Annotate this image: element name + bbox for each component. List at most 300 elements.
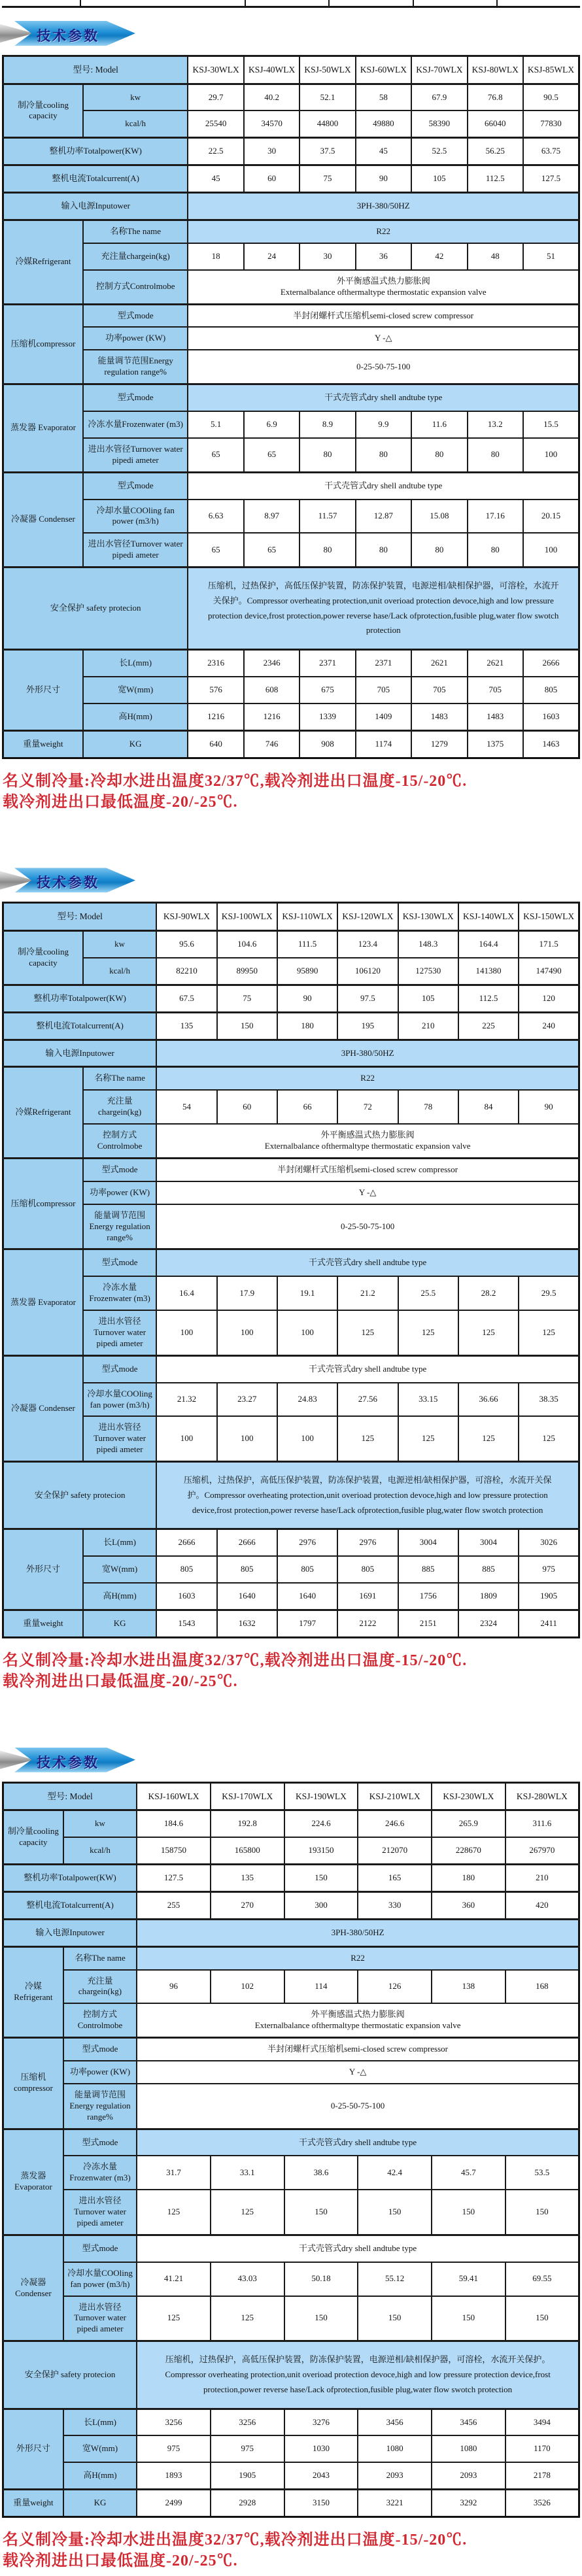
row-label-total-current: 整机电流Totalcurrent(A) [3, 165, 188, 193]
row-label-refrigerant: 冷媒Refrigerant [3, 220, 83, 305]
row-label-length: 长L(mm) [83, 1529, 156, 1556]
height-value: 1640 [217, 1583, 277, 1610]
row-label-control-mode: 控制方式Controlmobe [63, 2003, 137, 2037]
length-value: 3494 [505, 2409, 579, 2435]
evap-pipe-value: 125 [398, 1310, 458, 1355]
height-value: 1640 [277, 1583, 337, 1610]
height-value: 2093 [432, 2462, 505, 2489]
compressor-power-value: Y -△ [137, 2061, 579, 2084]
cooling-water-value: 21.32 [156, 1383, 216, 1417]
kw-value: 58 [356, 84, 411, 110]
width-value: 885 [398, 1556, 458, 1583]
kcal-value: 49880 [356, 110, 411, 137]
kcal-value: 77830 [523, 110, 579, 137]
compressor-type-value: 半封闭螺杆式压缩机semi-closed screw compressor [188, 304, 579, 327]
total-power-value: 97.5 [337, 985, 398, 1012]
row-label-charge: 充注量chargein(kg) [83, 1090, 156, 1124]
grid-line [496, 0, 498, 6]
total-power-value: 45 [356, 138, 411, 165]
length-value: 2666 [156, 1529, 216, 1556]
previous-table-cutoff-strip [2, 0, 580, 8]
total-current-value: 240 [519, 1012, 579, 1040]
height-value: 2178 [505, 2462, 579, 2489]
section-banner [0, 868, 150, 892]
total-power-value: 127.5 [137, 1865, 211, 1892]
row-label-length: 长L(mm) [83, 650, 188, 677]
model-name: KSJ-160WLX [137, 1782, 211, 1810]
width-value: 805 [156, 1556, 216, 1583]
height-value: 1483 [468, 703, 523, 730]
row-label-height: 高H(mm) [83, 1583, 156, 1610]
row-label-evaporator: 蒸发器 Evaporator [3, 384, 83, 473]
grid-line [80, 0, 81, 6]
frozen-water-value: 25.5 [398, 1276, 458, 1310]
width-value: 705 [411, 677, 467, 703]
row-label-refrigerant-name: 名称The name [83, 220, 188, 243]
total-current-value: 105 [411, 165, 467, 193]
row-label-evaporator: 蒸发器 Evaporator [3, 2129, 63, 2235]
row-label-compressor: 压缩机compressor [3, 304, 83, 384]
height-value: 1905 [519, 1583, 579, 1610]
evap-pipe-value: 150 [358, 2190, 432, 2235]
cond-pipe-value: 150 [358, 2296, 432, 2341]
grid-line [245, 0, 246, 6]
cond-pipe-value: 100 [156, 1416, 216, 1461]
model-name: KSJ-280WLX [505, 1782, 579, 1810]
charge-value: 168 [505, 1970, 579, 2004]
total-power-value: 165 [358, 1865, 432, 1892]
note-line-1: 名义制冷量:冷却水进出温度32/37℃,载冷剂进出口温度-15/-20℃. [3, 772, 468, 790]
cond-pipe-value: 125 [398, 1416, 458, 1461]
kcal-value: 165800 [211, 1837, 284, 1864]
row-label-evaporator: 蒸发器 Evaporator [3, 1249, 83, 1355]
refrigerant-name-value: R22 [137, 1946, 579, 1969]
spec-table-1 [2, 55, 580, 759]
frozen-water-value: 53.5 [505, 2156, 579, 2190]
row-label-evaporator-type: 型式mode [63, 2129, 137, 2156]
width-value: 885 [458, 1556, 519, 1583]
condenser-type-value: 干式壳管式dry shell andtube type [137, 2235, 579, 2262]
row-label-kcal: kcal/h [63, 1837, 137, 1864]
cond-pipe-value: 125 [211, 2296, 284, 2341]
kcal-value: 147490 [519, 958, 579, 985]
row-label-frozen-water: 冷冻水量Frozenwater (m3) [83, 1276, 156, 1310]
row-label-length: 长L(mm) [63, 2409, 137, 2435]
kw-value: 184.6 [137, 1810, 211, 1837]
rating-note [3, 1650, 582, 1693]
cooling-water-value: 59.41 [432, 2262, 505, 2296]
length-value: 2621 [468, 650, 523, 677]
row-label-dimensions: 外形尺寸 [3, 2409, 63, 2490]
cooling-water-value: 8.97 [244, 500, 300, 534]
evap-pipe-value: 80 [468, 438, 523, 472]
row-label-safety: 安全保护 safety protecion [3, 568, 188, 650]
charge-value: 90 [519, 1090, 579, 1124]
cond-pipe-value: 80 [411, 533, 467, 567]
width-value: 805 [217, 1556, 277, 1583]
charge-value: 102 [211, 1970, 284, 2004]
row-label-weight: 重量weight [3, 2490, 63, 2517]
row-label-energy-range: 能量调节范围Energy regulation range% [83, 1204, 156, 1249]
height-value: 1216 [244, 703, 300, 730]
model-name: KSJ-140WLX [458, 903, 519, 931]
kw-value: 192.8 [211, 1810, 284, 1837]
weight-value: 3221 [358, 2490, 432, 2517]
row-label-evap-pipe: 进出水管径Turnover water pipedi ameter [63, 2190, 137, 2235]
kcal-value: 267970 [505, 1837, 579, 1864]
charge-value: 138 [432, 1970, 505, 2004]
cooling-water-value: 11.57 [300, 500, 355, 534]
model-name: KSJ-80WLX [468, 56, 523, 84]
condenser-type-value: 干式壳管式dry shell andtube type [156, 1355, 579, 1382]
height-value: 1339 [300, 703, 355, 730]
banner-title: 技术参数 [37, 1755, 99, 1771]
row-label-refrigerant: 冷媒Refrigerant [3, 1067, 83, 1158]
spec-section-2 [0, 868, 582, 1692]
height-value: 2043 [284, 2462, 358, 2489]
model-name: KSJ-190WLX [284, 1782, 358, 1810]
kw-value: 311.6 [505, 1810, 579, 1837]
row-label-compressor-type: 型式mode [83, 1158, 156, 1181]
input-power-value: 3PH-380/50HZ [137, 1919, 579, 1946]
cooling-water-value: 43.03 [211, 2262, 284, 2296]
total-power-value: 52.5 [411, 138, 467, 165]
charge-value: 72 [337, 1090, 398, 1124]
cond-pipe-value: 65 [244, 533, 300, 567]
charge-value: 24 [244, 243, 300, 270]
row-label-total-power: 整机功率Totalpower(KW) [3, 1865, 137, 1892]
cond-pipe-value: 125 [137, 2296, 211, 2341]
kw-value: 111.5 [277, 931, 337, 958]
model-name: KSJ-230WLX [432, 1782, 505, 1810]
frozen-water-value: 6.9 [244, 411, 300, 438]
width-value: 805 [523, 677, 579, 703]
refrigerant-name-value: R22 [156, 1067, 579, 1090]
total-power-value: 22.5 [188, 138, 243, 165]
frozen-water-value: 33.1 [211, 2156, 284, 2190]
kcal-value: 34570 [244, 110, 300, 137]
weight-value: 1174 [356, 730, 411, 758]
row-label-width: 宽W(mm) [63, 2435, 137, 2462]
row-label-total-current: 整机电流Totalcurrent(A) [3, 1012, 157, 1040]
frozen-water-value: 21.2 [337, 1276, 398, 1310]
frozen-water-value: 31.7 [137, 2156, 211, 2190]
length-value: 3256 [137, 2409, 211, 2435]
kcal-value: 212070 [358, 1837, 432, 1864]
charge-value: 54 [156, 1090, 216, 1124]
frozen-water-value: 17.9 [217, 1276, 277, 1310]
height-value: 1905 [211, 2462, 284, 2489]
weight-value: 3526 [505, 2490, 579, 2517]
row-label-kcal: kcal/h [83, 958, 156, 985]
row-label-cooling-water: 冷却水量COOling fan power (m3/h) [63, 2262, 137, 2296]
compressor-type-value: 半封闭螺杆式压缩机semi-closed screw compressor [137, 2038, 579, 2061]
width-value: 805 [337, 1556, 398, 1583]
row-label-safety: 安全保护 safety protecion [3, 2341, 137, 2409]
evap-pipe-value: 80 [300, 438, 355, 472]
length-value: 3026 [519, 1529, 579, 1556]
row-label-cond-pipe: 进出水管径Turnover water pipedi ameter [83, 1416, 156, 1461]
safety-protection-value: 压缩机，过热保护，高低压保护装置，防冻保护装置，电源逆相/缺相保护器，可溶栓，水流开关保护。Compressor overheating protection,unit overioad protection devoce,high and low pressure protection device,frost protection,power reverse hase/Lack ofprotection,fusible plug,water flow swotch protection [188, 568, 579, 650]
width-value: 1030 [284, 2435, 358, 2462]
total-current-value: 112.5 [468, 165, 523, 193]
grid-line [413, 0, 414, 6]
row-label-width: 宽W(mm) [83, 1556, 156, 1583]
weight-value: 1543 [156, 1610, 216, 1638]
weight-value: 1279 [411, 730, 467, 758]
row-label-refrigerant-name: 名称The name [63, 1946, 137, 1969]
row-label-compressor-power: 功率power (KW) [83, 1181, 156, 1204]
spec-table-2 [2, 902, 580, 1638]
cooling-water-value: 38.35 [519, 1383, 579, 1417]
total-current-value: 255 [137, 1891, 211, 1919]
frozen-water-value: 29.5 [519, 1276, 579, 1310]
cooling-water-value: 24.83 [277, 1383, 337, 1417]
frozen-water-value: 5.1 [188, 411, 243, 438]
weight-value: 2928 [211, 2490, 284, 2517]
kw-value: 95.6 [156, 931, 216, 958]
row-label-evaporator-type: 型式mode [83, 1249, 156, 1276]
total-power-value: 37.5 [300, 138, 355, 165]
weight-value: 1375 [468, 730, 523, 758]
evap-pipe-value: 80 [411, 438, 467, 472]
compressor-power-value: Y -△ [156, 1181, 579, 1204]
total-current-value: 270 [211, 1891, 284, 1919]
control-mode-value: 外平衡感温式热力膨胀阀 Externalbalance ofthermaltype thermostatic expansion valve [188, 270, 579, 304]
length-value: 3276 [284, 2409, 358, 2435]
frozen-water-value: 19.1 [277, 1276, 337, 1310]
charge-value: 48 [468, 243, 523, 270]
kw-value: 224.6 [284, 1810, 358, 1837]
model-name: KSJ-110WLX [277, 903, 337, 931]
kcal-value: 106120 [337, 958, 398, 985]
row-label-cooling-water: 冷却水量COOling fan power (m3/h) [83, 1383, 156, 1417]
cond-pipe-value: 100 [217, 1416, 277, 1461]
kw-value: 29.7 [188, 84, 243, 110]
total-current-value: 60 [244, 165, 300, 193]
width-value: 975 [211, 2435, 284, 2462]
frozen-water-value: 38.6 [284, 2156, 358, 2190]
total-current-value: 135 [156, 1012, 216, 1040]
row-label-input-power: 输入电源Inputower [3, 1919, 137, 1946]
cond-pipe-value: 80 [356, 533, 411, 567]
row-label-total-current: 整机电流Totalcurrent(A) [3, 1891, 137, 1919]
row-label-compressor-power: 功率power (KW) [63, 2061, 137, 2084]
kw-value: 164.4 [458, 931, 519, 958]
kw-value: 148.3 [398, 931, 458, 958]
cond-pipe-value: 100 [523, 533, 579, 567]
charge-value: 84 [458, 1090, 519, 1124]
model-name: KSJ-50WLX [300, 56, 355, 84]
row-label-compressor: 压缩机compressor [3, 2038, 63, 2129]
row-label-evap-pipe: 进出水管径Turnover water pipedi ameter [83, 438, 188, 472]
total-power-value: 112.5 [458, 985, 519, 1012]
row-label-charge: 充注量chargein(kg) [63, 1970, 137, 2004]
evap-pipe-value: 125 [211, 2190, 284, 2235]
evap-pipe-value: 100 [217, 1310, 277, 1355]
row-label-evaporator-type: 型式mode [83, 384, 188, 411]
width-value: 1080 [432, 2435, 505, 2462]
evap-pipe-value: 150 [284, 2190, 358, 2235]
weight-value: 3150 [284, 2490, 358, 2517]
cond-pipe-value: 100 [277, 1416, 337, 1461]
total-current-value: 75 [300, 165, 355, 193]
cond-pipe-value: 125 [458, 1416, 519, 1461]
note-line-1: 名义制冷量:冷却水进出温度32/37℃,载冷剂进出口温度-15/-20℃. [3, 2532, 468, 2549]
row-label-condenser-type: 型式mode [63, 2235, 137, 2262]
height-value: 1483 [411, 703, 467, 730]
height-value: 1809 [458, 1583, 519, 1610]
row-label-charge: 充注量chargein(kg) [83, 243, 188, 270]
model-name: KSJ-30WLX [188, 56, 243, 84]
width-value: 608 [244, 677, 300, 703]
kcal-value: 95890 [277, 958, 337, 985]
model-name: KSJ-170WLX [211, 1782, 284, 1810]
cooling-water-value: 41.21 [137, 2262, 211, 2296]
frozen-water-value: 28.2 [458, 1276, 519, 1310]
height-value: 1756 [398, 1583, 458, 1610]
height-value: 1603 [156, 1583, 216, 1610]
refrigerant-name-value: R22 [188, 220, 579, 243]
energy-range-value: 0-25-50-75-100 [137, 2084, 579, 2129]
kcal-value: 141380 [458, 958, 519, 985]
evap-pipe-value: 150 [432, 2190, 505, 2235]
width-value: 1170 [505, 2435, 579, 2462]
height-value: 1893 [137, 2462, 211, 2489]
kcal-value: 228670 [432, 1837, 505, 1864]
row-label-kw: kw [63, 1810, 137, 1837]
weight-value: 1463 [523, 730, 579, 758]
kcal-value: 158750 [137, 1837, 211, 1864]
frozen-water-value: 16.4 [156, 1276, 216, 1310]
cooling-water-value: 15.08 [411, 500, 467, 534]
model-name: KSJ-70WLX [411, 56, 467, 84]
height-value: 1691 [337, 1583, 398, 1610]
width-value: 576 [188, 677, 243, 703]
frozen-water-value: 45.7 [432, 2156, 505, 2190]
control-mode-value: 外平衡感温式热力膨胀阀 Externalbalance ofthermaltype thermostatic expansion valve [156, 1124, 579, 1158]
height-value: 1409 [356, 703, 411, 730]
cond-pipe-value: 150 [505, 2296, 579, 2341]
row-label-frozen-water: 冷冻水量Frozenwater (m3) [83, 411, 188, 438]
energy-range-value: 0-25-50-75-100 [156, 1204, 579, 1249]
total-power-value: 56.25 [468, 138, 523, 165]
total-current-value: 300 [284, 1891, 358, 1919]
row-label-dimensions: 外形尺寸 [3, 650, 83, 731]
height-value: 2093 [358, 2462, 432, 2489]
row-label-kw: kw [83, 931, 156, 958]
model-name: KSJ-90WLX [156, 903, 216, 931]
width-value: 805 [277, 1556, 337, 1583]
kw-value: 90.5 [523, 84, 579, 110]
evaporator-type-value: 干式壳管式dry shell andtube type [137, 2129, 579, 2156]
row-label-cond-pipe: 进出水管径Turnover water pipedi ameter [83, 533, 188, 567]
evap-pipe-value: 125 [519, 1310, 579, 1355]
row-label-input-power: 输入电源Inputower [3, 193, 188, 220]
total-power-value: 67.5 [156, 985, 216, 1012]
input-power-value: 3PH-380/50HZ [188, 193, 579, 220]
kcal-value: 25540 [188, 110, 243, 137]
cond-pipe-value: 150 [432, 2296, 505, 2341]
charge-value: 30 [300, 243, 355, 270]
row-label-input-power: 输入电源Inputower [3, 1040, 157, 1067]
length-value: 2371 [356, 650, 411, 677]
total-power-value: 180 [432, 1865, 505, 1892]
length-value: 2371 [300, 650, 355, 677]
row-label-cond-pipe: 进出水管径Turnover water pipedi ameter [63, 2296, 137, 2341]
frozen-water-value: 8.9 [300, 411, 355, 438]
evap-pipe-value: 100 [523, 438, 579, 472]
charge-value: 114 [284, 1970, 358, 2004]
kcal-value: 66040 [468, 110, 523, 137]
kw-value: 67.9 [411, 84, 467, 110]
row-label-kcal: kcal/h [83, 110, 188, 137]
total-current-value: 180 [277, 1012, 337, 1040]
input-power-value: 3PH-380/50HZ [156, 1040, 579, 1067]
row-label-cooling-capacity: 制冷量cooling capacity [3, 84, 83, 138]
model-name: KSJ-210WLX [358, 1782, 432, 1810]
length-value: 3456 [358, 2409, 432, 2435]
length-value: 2346 [244, 650, 300, 677]
cooling-water-value: 27.56 [337, 1383, 398, 1417]
cooling-water-value: 69.55 [505, 2262, 579, 2296]
row-label-condenser: 冷凝器 Condenser [3, 1355, 83, 1461]
row-label-condenser: 冷凝器 Condenser [3, 472, 83, 567]
row-label-condenser-type: 型式mode [83, 1355, 156, 1382]
height-value: 1216 [188, 703, 243, 730]
evap-pipe-value: 65 [244, 438, 300, 472]
cooling-water-value: 33.15 [398, 1383, 458, 1417]
length-value: 3004 [458, 1529, 519, 1556]
width-value: 1080 [358, 2435, 432, 2462]
spec-table-3 [2, 1782, 580, 2518]
total-current-value: 420 [505, 1891, 579, 1919]
row-label-cooling-capacity: 制冷量cooling capacity [3, 1810, 63, 1865]
kw-value: 40.2 [244, 84, 300, 110]
total-power-value: 63.75 [523, 138, 579, 165]
compressor-type-value: 半封闭螺杆式压缩机semi-closed screw compressor [156, 1158, 579, 1181]
weight-value: 2122 [337, 1610, 398, 1638]
note-line-2: 载冷剂进出口最低温度-20/-25℃. [3, 1673, 238, 1691]
evap-pipe-value: 125 [458, 1310, 519, 1355]
spec-section-1 [0, 21, 582, 813]
charge-value: 126 [358, 1970, 432, 2004]
total-current-value: 195 [337, 1012, 398, 1040]
evap-pipe-value: 100 [156, 1310, 216, 1355]
total-current-value: 127.5 [523, 165, 579, 193]
row-label-compressor-type: 型式mode [63, 2038, 137, 2061]
cooling-water-value: 17.16 [468, 500, 523, 534]
safety-protection-value: 压缩机，过热保护，高低压保护装置，防冻保护装置，电源逆相/缺相保护器，可溶栓，水流开关保护。Compressor overheating protection,unit overioad protection devoce,high and low pressure protection device,frost protection,power reverse hase/Lack ofprotection,fusible plug,water flow swotch protection [137, 2341, 579, 2409]
frozen-water-value: 11.6 [411, 411, 467, 438]
total-current-value: 90 [356, 165, 411, 193]
row-label-condenser-type: 型式mode [83, 472, 188, 499]
length-value: 2666 [523, 650, 579, 677]
weight-value: 2499 [137, 2490, 211, 2517]
length-value: 2976 [277, 1529, 337, 1556]
row-label-height: 高H(mm) [83, 703, 188, 730]
weight-value: 746 [244, 730, 300, 758]
kw-value: 123.4 [337, 931, 398, 958]
row-label-evap-pipe: 进出水管径Turnover water pipedi ameter [83, 1310, 156, 1355]
weight-value: 640 [188, 730, 243, 758]
evap-pipe-value: 80 [356, 438, 411, 472]
model-header-label: 型号: Model [3, 903, 157, 931]
charge-value: 36 [356, 243, 411, 270]
frozen-water-value: 42.4 [358, 2156, 432, 2190]
total-power-value: 105 [398, 985, 458, 1012]
cooling-water-value: 23.27 [217, 1383, 277, 1417]
